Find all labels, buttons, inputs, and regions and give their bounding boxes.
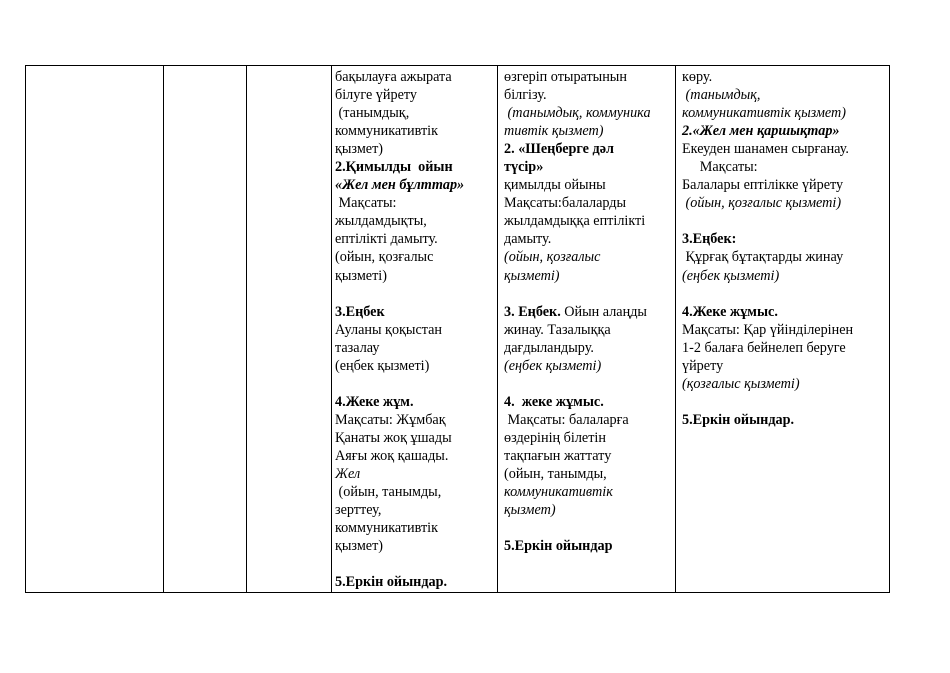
text-line bbox=[335, 285, 464, 303]
text-line: Жел bbox=[335, 466, 361, 483]
text-line: Балалары ептілікке үйрету bbox=[682, 177, 844, 194]
text-line: қызметі) bbox=[335, 267, 387, 284]
text-line: (еңбек қызметі) bbox=[504, 357, 602, 374]
text-line: 4. жеке жұмыс. bbox=[504, 393, 604, 410]
text-line bbox=[335, 375, 464, 393]
text-line: 5.Еркін ойындар. bbox=[335, 574, 448, 591]
text-line: көру. bbox=[682, 69, 713, 85]
text-line: Мақсаты: bbox=[682, 159, 758, 176]
text-line: коммуникативтік bbox=[335, 520, 439, 537]
text-line bbox=[504, 519, 651, 537]
table-column-2 bbox=[164, 66, 247, 592]
text-line: «Жел мен бұлттар» bbox=[335, 177, 465, 194]
text-line: үйрету bbox=[682, 357, 724, 374]
text-line: жинау. Тазалыққа bbox=[504, 321, 611, 338]
text-line: жылдамдықты, bbox=[335, 213, 427, 230]
text-line: коммуникативтік bbox=[504, 484, 613, 501]
table-column-1 bbox=[26, 66, 164, 592]
text-line: 4.Жеке жұмыс. bbox=[682, 303, 778, 320]
activity-cell-5 bbox=[682, 68, 853, 429]
text-line: тақпағын жаттату bbox=[504, 447, 612, 464]
text-line-bold: 3. Еңбек. bbox=[504, 303, 561, 320]
text-line: зерттеу, bbox=[335, 502, 382, 519]
plan-table bbox=[25, 65, 890, 593]
text-line: (ойын, танымды, bbox=[504, 466, 607, 483]
activity-cell-3 bbox=[335, 68, 464, 591]
text-line: 2. «Шеңберге дәл bbox=[504, 141, 614, 158]
text-line: 2.«Жел мен қаршықтар» bbox=[682, 123, 840, 140]
text-line: 3.Еңбек bbox=[335, 303, 385, 320]
text-line: (танымдық, коммуника bbox=[504, 105, 651, 122]
text-line bbox=[504, 375, 651, 393]
text-line: қызмет) bbox=[335, 141, 384, 158]
text-line: тазалау bbox=[335, 339, 380, 356]
text-line: қызмет) bbox=[335, 538, 384, 555]
text-line: қызметі) bbox=[504, 267, 560, 284]
text-line: білуге үйрету bbox=[335, 87, 417, 104]
text-line: Аяғы жоқ қашады. bbox=[335, 447, 449, 464]
text-line: Ауланы қоқыстан bbox=[335, 321, 443, 338]
text-line: коммуникативтік bbox=[335, 123, 439, 140]
text-line: (қозғалыс қызметі) bbox=[682, 375, 800, 392]
text-line: өздерінің білетін bbox=[504, 429, 606, 446]
text-line: (ойын, қозғалыс bbox=[335, 249, 434, 266]
text-line: Мақсаты: Жұмбақ bbox=[335, 411, 446, 428]
text-line: 5.Еркін ойындар. bbox=[682, 411, 795, 428]
text-line: (ойын, қозғалыс қызметі) bbox=[682, 195, 842, 212]
text-line bbox=[682, 285, 853, 303]
text-line: 5.Еркін ойындар bbox=[504, 538, 613, 555]
text-line: (танымдық, bbox=[335, 105, 410, 122]
text-line: Мақсаты: bbox=[335, 195, 397, 212]
table-column-3 bbox=[247, 66, 332, 592]
text-line: дамыту. bbox=[504, 231, 552, 248]
text-line: дағдыландыру. bbox=[504, 339, 594, 356]
text-line: жылдамдыққа ептілікті bbox=[504, 213, 646, 230]
text-line bbox=[682, 393, 853, 411]
text-line: Қанаты жоқ ұшады bbox=[335, 429, 452, 446]
text-line: 2.Қимылды ойын bbox=[335, 159, 453, 176]
text-line: 3.Еңбек: bbox=[682, 231, 737, 248]
text-line: Құрғақ бұтақтарды жинау bbox=[682, 249, 844, 266]
text-line: білгізу. bbox=[504, 87, 547, 104]
text-line: өзгеріп отыратынын bbox=[504, 69, 627, 85]
text-line: (ойын, қозғалыс bbox=[504, 249, 601, 266]
text-line: бақылауға ажырата bbox=[335, 69, 452, 85]
text-line: қимылды ойыны bbox=[504, 177, 606, 194]
text-line: (еңбек қызметі) bbox=[335, 357, 430, 374]
text-line: коммуникативтік қызмет) bbox=[682, 105, 846, 122]
text-line: Мақсаты: Қар үйінділерінен bbox=[682, 321, 854, 338]
text-line-rest: Ойын алаңды bbox=[560, 303, 647, 320]
text-line: 4.Жеке жұм. bbox=[335, 393, 414, 410]
text-line: Мақсаты: балаларға bbox=[504, 411, 629, 428]
text-line: Екеуден шанамен сырғанау. bbox=[682, 141, 849, 158]
text-line bbox=[504, 285, 651, 303]
text-line bbox=[504, 303, 651, 321]
text-line: 1-2 балаға бейнелеп беруге bbox=[682, 339, 846, 356]
text-line bbox=[682, 212, 853, 230]
text-line: түсір» bbox=[504, 159, 544, 176]
text-line: ептілікті дамыту. bbox=[335, 231, 438, 248]
text-line: (еңбек қызметі) bbox=[682, 267, 780, 284]
text-line: тивтік қызмет) bbox=[504, 123, 604, 140]
text-line: (танымдық, bbox=[682, 87, 761, 104]
text-line bbox=[335, 555, 464, 573]
activity-cell-4 bbox=[504, 68, 651, 555]
text-line: Мақсаты:балаларды bbox=[504, 195, 627, 212]
text-line: (ойын, танымды, bbox=[335, 484, 442, 501]
text-line: қызмет) bbox=[504, 502, 556, 519]
